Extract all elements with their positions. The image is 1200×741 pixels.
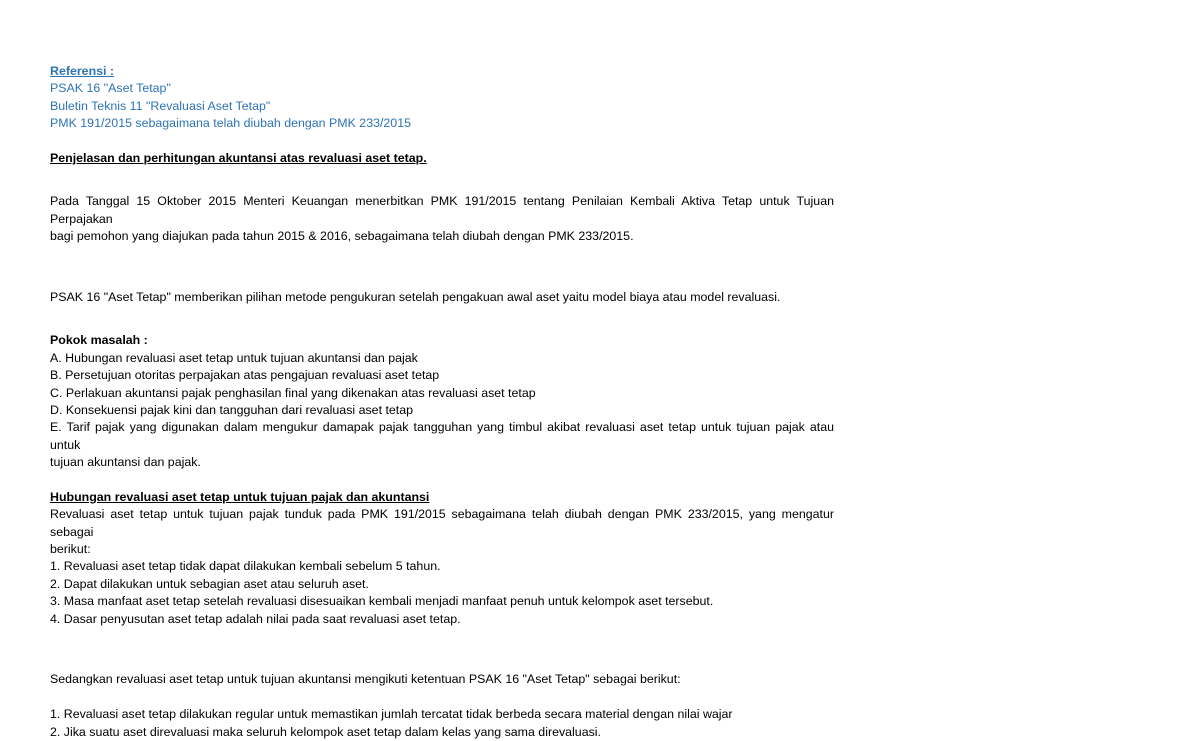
spacer [50,689,834,706]
hubungan-intro-line: berikut: [50,542,91,557]
spacer [50,471,834,488]
akuntansi-item: 1. Revaluasi aset tetap dilakukan regular untuk memastikan jumlah tercatat tidak berbeda secara material dengan nilai wajar [50,707,733,722]
pokok-item: B. Persetujuan otoritas perpajakan atas pengajuan revaluasi aset tetap [50,368,440,383]
penjelasan-paragraph-line: bagi pemohon yang diajukan pada tahun 2015 & 2016, sebagaimana telah diubah dengan PMK 233/2015. [50,229,634,244]
pokok-heading: Pokok masalah : [50,333,148,348]
spacer [50,628,834,654]
hubungan-item: 3. Masa manfaat aset tetap setelah revaluasi disesuaikan kembali menjadi manfaat penuh untuk kelompok aset tersebut. [50,594,714,609]
pokok-item: C. Perlakuan akuntansi pajak penghasilan final yang dikenakan atas revaluasi aset tetap [50,385,536,400]
hubungan-item: 2. Dapat dilakukan untuk sebagian aset atau seluruh aset. [50,576,369,591]
hubungan-item: 4. Dasar penyusutan aset tetap adalah nilai pada saat revaluasi aset tetap. [50,611,461,626]
spacer [50,306,834,332]
pokok-item: tujuan akuntansi dan pajak. [50,455,201,470]
pokok-item: E. Tarif pajak yang digunakan dalam mengukur damapak pajak tangguhan yang timbul akibat revaluasi aset tetap untuk tujuan pajak atau untuk [50,420,834,452]
akuntansi-item: 2. Jika suatu aset direvaluasi maka seluruh kelompok aset tetap dalam kelas yang sama direvaluasi. [50,724,601,739]
akuntansi-intro: Sedangkan revaluasi aset tetap untuk tujuan akuntansi mengikuti ketentuan PSAK 16 "Aset Tetap" sebagai berikut: [50,672,681,687]
penjelasan-paragraph: PSAK 16 "Aset Tetap" memberikan pilihan metode pengukuran setelah pengakuan awal aset yaitu model biaya atau model revaluasi. [50,289,781,304]
hubungan-item: 1. Revaluasi aset tetap tidak dapat dilakukan kembali sebelum 5 tahun. [50,559,441,574]
spacer [50,272,834,289]
penjelasan-paragraph-line: Pada Tanggal 15 Oktober 2015 Menteri Keuangan menerbitkan PMK 191/2015 tentang Penilaian Kembali Aktiva Tetap untuk Tujuan Perpajakan [50,194,834,226]
pokok-item: A. Hubungan revaluasi aset tetap untuk tujuan akuntansi dan pajak [50,350,418,365]
referensi-heading: Referensi : [50,64,115,78]
spacer [50,133,834,150]
document-page [50,63,834,741]
penjelasan-heading: Penjelasan dan perhitungan akuntansi atas revaluasi aset tetap. [50,150,427,165]
pokok-item: D. Konsekuensi pajak kini dan tangguhan dari revaluasi aset tetap [50,402,414,417]
referensi-item: Buletin Teknis 11 "Revaluasi Aset Tetap" [50,98,271,113]
referensi-item: PSAK 16 "Aset Tetap" [50,81,171,96]
referensi-item: PMK 191/2015 sebagaimana telah diubah dengan PMK 233/2015 [50,116,411,131]
spacer [50,654,834,671]
hubungan-intro-line: Revaluasi aset tetap untuk tujuan pajak tunduk pada PMK 191/2015 sebagaimana telah diubah dengan PMK 233/2015, yang mengatur sebagai [50,507,834,539]
spacer [50,167,834,193]
hubungan-heading: Hubungan revaluasi aset tetap untuk tujuan pajak dan akuntansi [50,489,430,504]
spacer [50,246,834,272]
